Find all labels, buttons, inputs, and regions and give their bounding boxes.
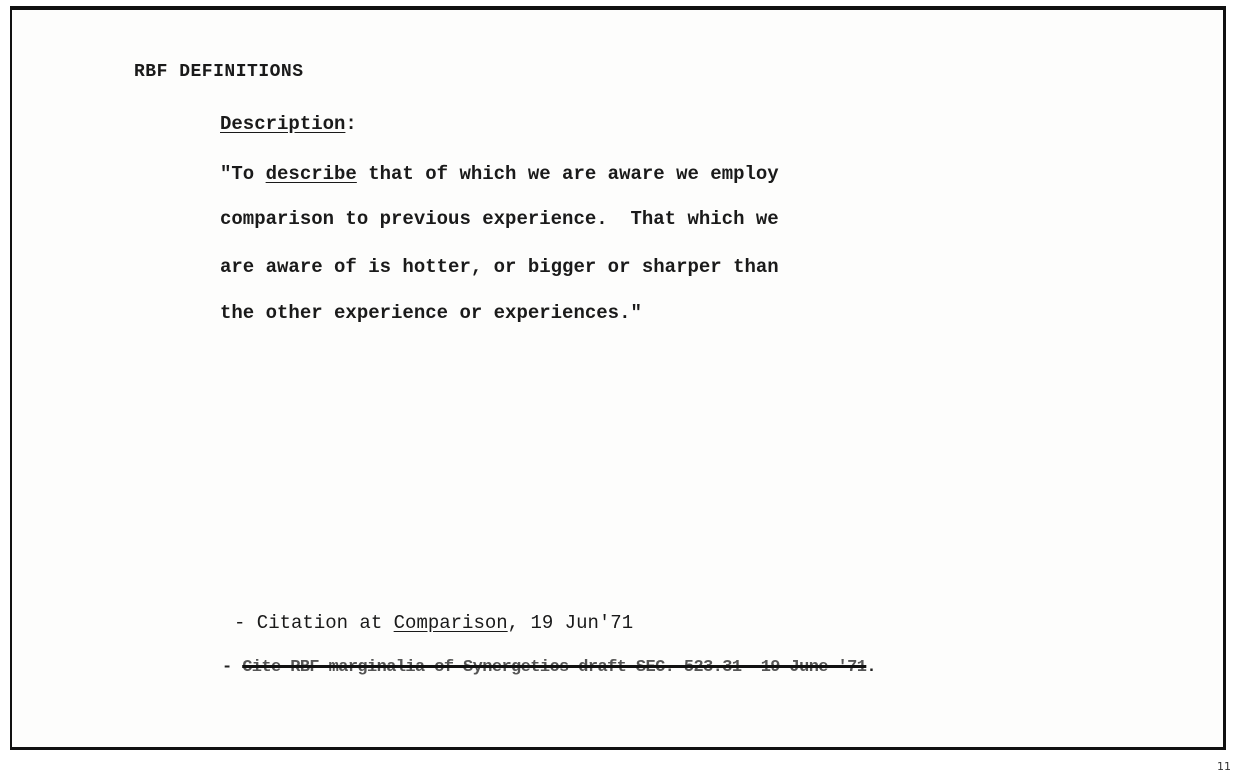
quote-line-2: comparison to previous experience. That which we bbox=[220, 208, 779, 230]
struck-citation-line bbox=[222, 658, 877, 677]
struck-dash: - bbox=[222, 658, 233, 677]
citation-link: Comparison bbox=[393, 612, 508, 634]
citation-line bbox=[234, 612, 633, 634]
struck-end: . bbox=[866, 658, 877, 677]
term-label-colon: : bbox=[345, 113, 357, 135]
page-mark: 11 bbox=[1217, 760, 1231, 773]
citation-suffix: , 19 Jun'71 bbox=[507, 612, 634, 634]
quote-line-1 bbox=[220, 163, 779, 185]
quote-line-3: are aware of is hotter, or bigger or sharper than bbox=[220, 256, 779, 278]
term-label-text: Description bbox=[220, 113, 346, 135]
quote-term: describe bbox=[265, 163, 357, 185]
citation-prefix: - Citation at bbox=[234, 612, 394, 634]
card-heading: RBF DEFINITIONS bbox=[134, 62, 304, 82]
definition-card bbox=[10, 6, 1226, 750]
struck-citation-text: Cite RBF marginalia of Synergetics draft SEC. 523.31 19 June '71 bbox=[242, 658, 867, 677]
quote-line-1-rest: that of which we are aware we employ bbox=[356, 163, 779, 185]
term-label bbox=[220, 113, 357, 135]
quote-open: "To bbox=[220, 163, 266, 185]
quote-line-4: the other experience or experiences." bbox=[220, 302, 642, 324]
